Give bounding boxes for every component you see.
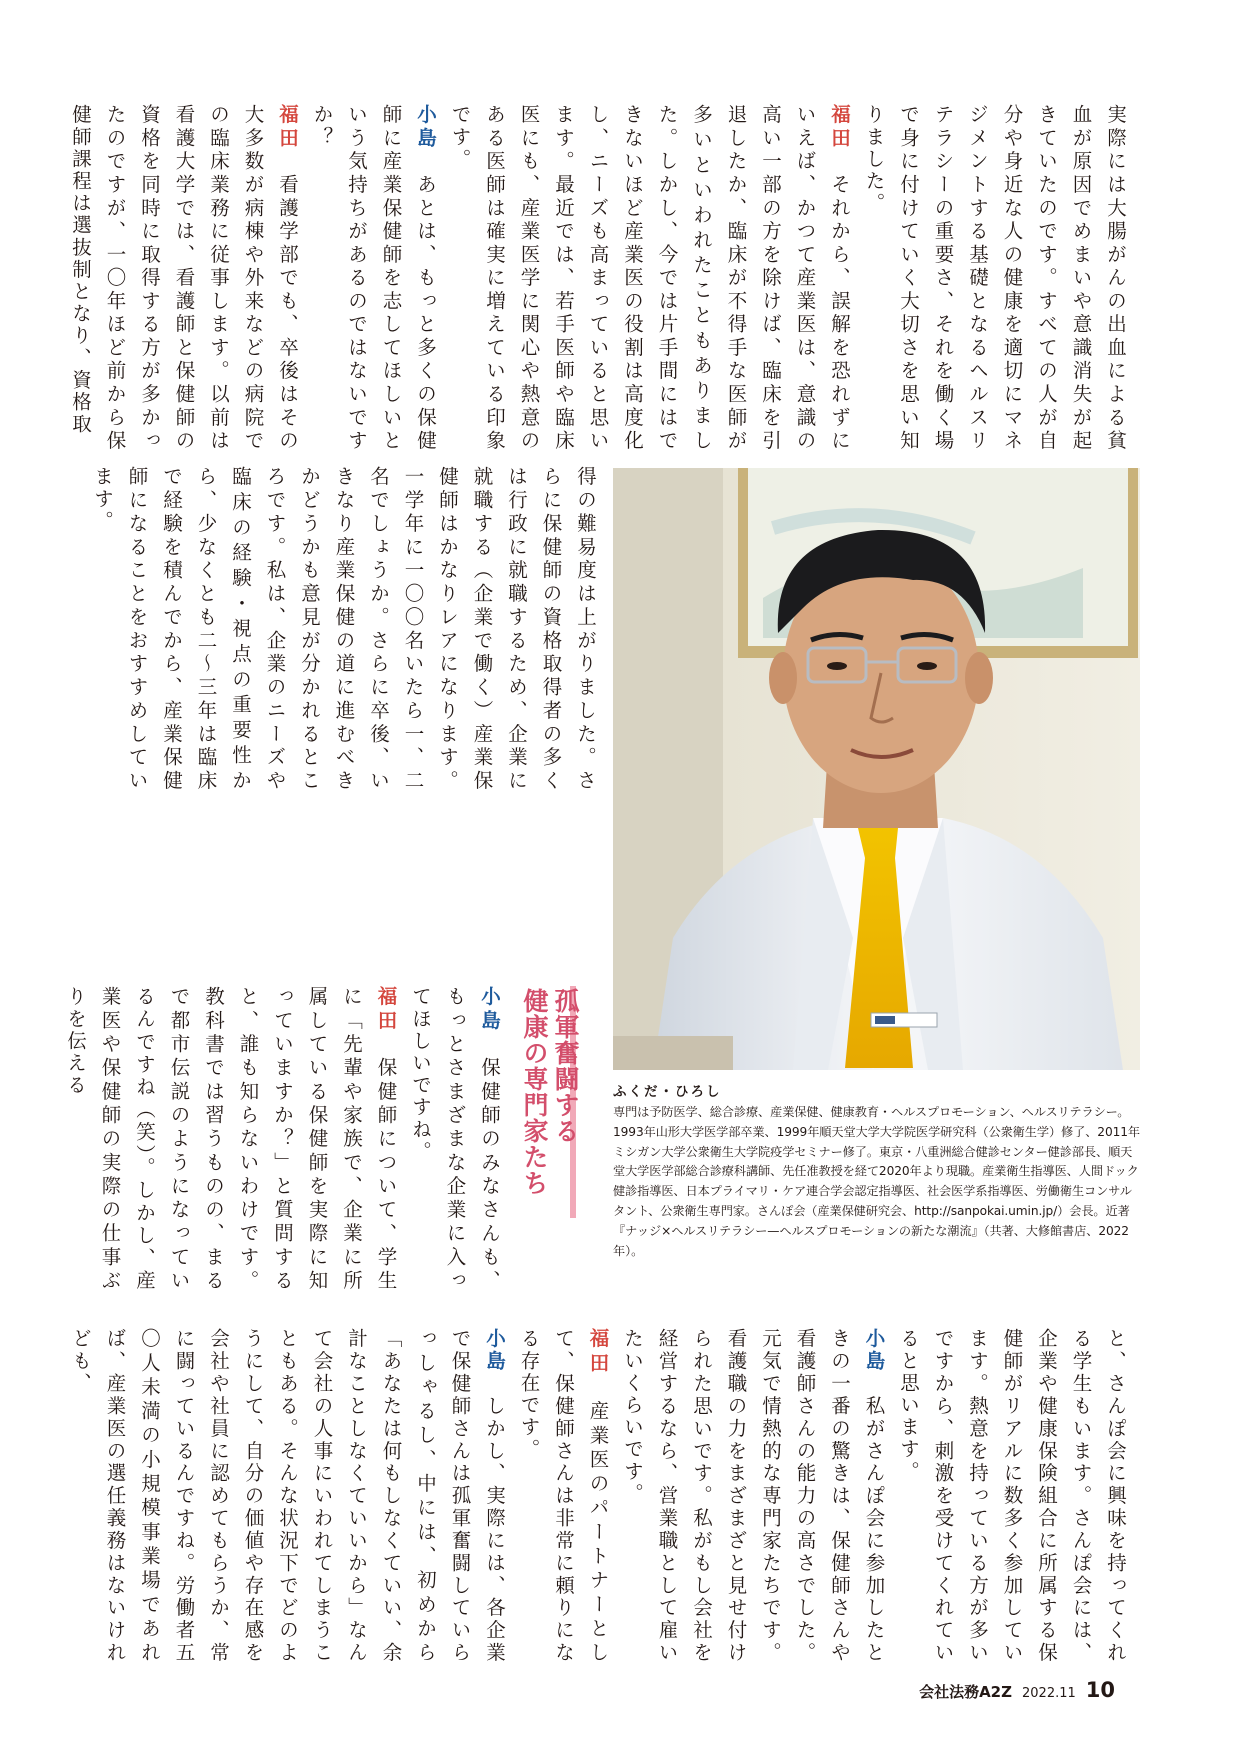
paragraph xyxy=(85,466,603,792)
paragraph-text: 産業医のパートナーとして、保健師さんは非常に頼りになる存在です。 xyxy=(517,1328,610,1664)
paragraph-text: しかし、実際には、各企業で保健師さんは孤軍奮闘していらっしゃるし、中には、初めから「あなたは何もしなくていい、余計なことしなくていいから」なんて会社の人事にいわれてしまうこともある。そんな状況下でどのようにして、自分の価値や存在感を会社や社員に認めてもらうか、常に闘っているんですね。労働者五〇人未満の小規模事業場であれば、産業医の選任義務はないけれども、 xyxy=(69,1328,506,1664)
speaker-kojima: 小島 xyxy=(862,1328,886,1373)
paragraph xyxy=(615,1328,891,1664)
article-column-top-right xyxy=(69,104,1132,452)
page-footer xyxy=(919,1678,1115,1702)
paragraph xyxy=(891,1328,1133,1664)
page-number: 10 xyxy=(1085,1678,1115,1702)
paragraph-text: と、さんぽ会に興味を持ってくれる学生もいます。さんぽ会には、企業や健康保険組合に所属する保健師がリアルに数多く参加しています。熱意を持っている方が多いですから、刺激を受けてくれていると思います。 xyxy=(897,1328,1127,1664)
article-column-middle-left xyxy=(91,466,602,792)
issue-date: 2022.11 xyxy=(1022,1686,1076,1701)
paragraph xyxy=(403,986,507,1292)
article-column-bottom-right xyxy=(69,1328,1132,1664)
paragraph-text: 得の難易度は上がりました。さらに保健師の資格取得者の多くは行政に就職するため、企業に就職する（企業で働く）産業保健師はかなりレアになります。一学年に一〇〇名いたら一、二名でしょうか。さらに卒後、いきなり産業保健の道に進むべきかどうかも意見が分かれるところです。私は、企業のニーズや臨床の経験・視点の重要性から、少なくとも二～三年は臨床で経験を積んでから、産業保健師になることをおすすめしています。 xyxy=(91,466,597,792)
paragraph-text: 実際には大腸がんの出血による貧血が原因でめまいや意識消失が起きていたのです。すべての人が自分や身近な人の健康を適切にマネジメントする基礎となるヘルスリテラシーの重要さ、それを働く場で身に付けていく大切さを思い知りました。 xyxy=(862,104,1127,452)
article-column-bottom-left xyxy=(64,986,506,1293)
paragraph xyxy=(63,104,305,452)
section-heading-line-2: 健康の専門家たち xyxy=(520,988,549,1196)
caption-name: ふくだ・ひろし xyxy=(613,1084,722,1100)
section-heading-line-1: 孤軍奮闘する xyxy=(551,988,580,1144)
caption-bio: 専門は予防医学、総合診療、産業保健、健康教育・ヘルスプロモーション、ヘルスリテラシー。1993年山形大学医学部卒業、1999年順天堂大学大学院医学研究科（公衆衛生学）修了、2011年ミシガン大学公衆衛生大学院疫学セミナー修了。東京・八重洲総合健診センター健診部長、順天堂大学医学部総合診療科講師、先任准教授を経て2020年より現職。産業衛生指導医、人間ドック健診指導医、日本プライマリ・ケア連合学会認定指導医、社会医学系指導医、労働衛生コンサルタント、公衆衛生専門家。さんぽ会（産業保健研究会、http://sanpokai.umin.jp/）会長。近著『ナッジ×ヘルスリテラシー—ヘルスプロモーションの新たな潮流』（共著、大修館書店、2022年）。 xyxy=(613,1105,1140,1258)
paragraph-text: 私がさんぽ会に参加したときの一番の驚きは、保健師さんや看護師さんの能力の高さでした。元気で情熱的な専門家たちです。看護職の力をまざまざと見せ付けられた思いです。私がもし会社を経営するなら、営業職として雇いたいくらいです。 xyxy=(621,1328,886,1664)
speaker-fukuda: 福田 xyxy=(828,104,851,151)
paragraph xyxy=(856,104,1132,452)
paragraph-text: 保健師について、学生に「先輩や家族で、企業に所属している保健師を実際に知っていますか？」と質問すると、誰も知らないわけです。教科書では習うものの、まるで都市伝説のようになっているんですね（笑）。しかし、産業医や保健師の実際の仕事ぶりを伝える xyxy=(64,986,398,1293)
speaker-kojima: 小島 xyxy=(478,986,501,1034)
paragraph xyxy=(304,104,442,452)
paragraph-text: あとは、もっと多くの保健師に産業保健師を志してほしいという気持ちがあるのではないですか？ xyxy=(310,104,437,452)
speaker-fukuda: 福田 xyxy=(374,986,398,1034)
section-heading xyxy=(511,988,581,1218)
speaker-kojima: 小島 xyxy=(414,104,437,151)
paragraph xyxy=(442,104,856,452)
paragraph xyxy=(58,986,403,1292)
speaker-fukuda: 福田 xyxy=(276,104,299,151)
publication-name: 会社法務A2Z xyxy=(919,1683,1012,1701)
speaker-kojima: 小島 xyxy=(483,1328,506,1373)
paragraph xyxy=(511,1328,615,1664)
speaker-fukuda: 福田 xyxy=(586,1328,610,1377)
paragraph-text: 看護学部でも、卒後はその大多数が病棟や外来などの病院での臨床業務に従事します。以前は看護大学では、看護師と保健師の資格を同時に取得する方が多かったのですが、一〇年ほど前から保健師課程は選抜制となり、資格取 xyxy=(69,104,299,452)
paragraph-text: それから、誤解を恐れずにいえば、かつて産業医は、意識の高い一部の方を除けば、臨床を引退したか、臨床が不得手な医師が多いといわれたこともありました。しかし、今では片手間にはできないほど産業医の役割は高度化し、ニーズも高まっていると思います。最近では、若手医師や臨床医にも、産業医学に関心や熱意のある医師は確実に増えている印象です。 xyxy=(448,104,851,452)
paragraph-text: 保健師のみなさんも、もっとさまざまな企業に入ってほしいですね。 xyxy=(409,986,501,1293)
paragraph xyxy=(63,1328,512,1664)
portrait-photo xyxy=(613,468,1140,1070)
